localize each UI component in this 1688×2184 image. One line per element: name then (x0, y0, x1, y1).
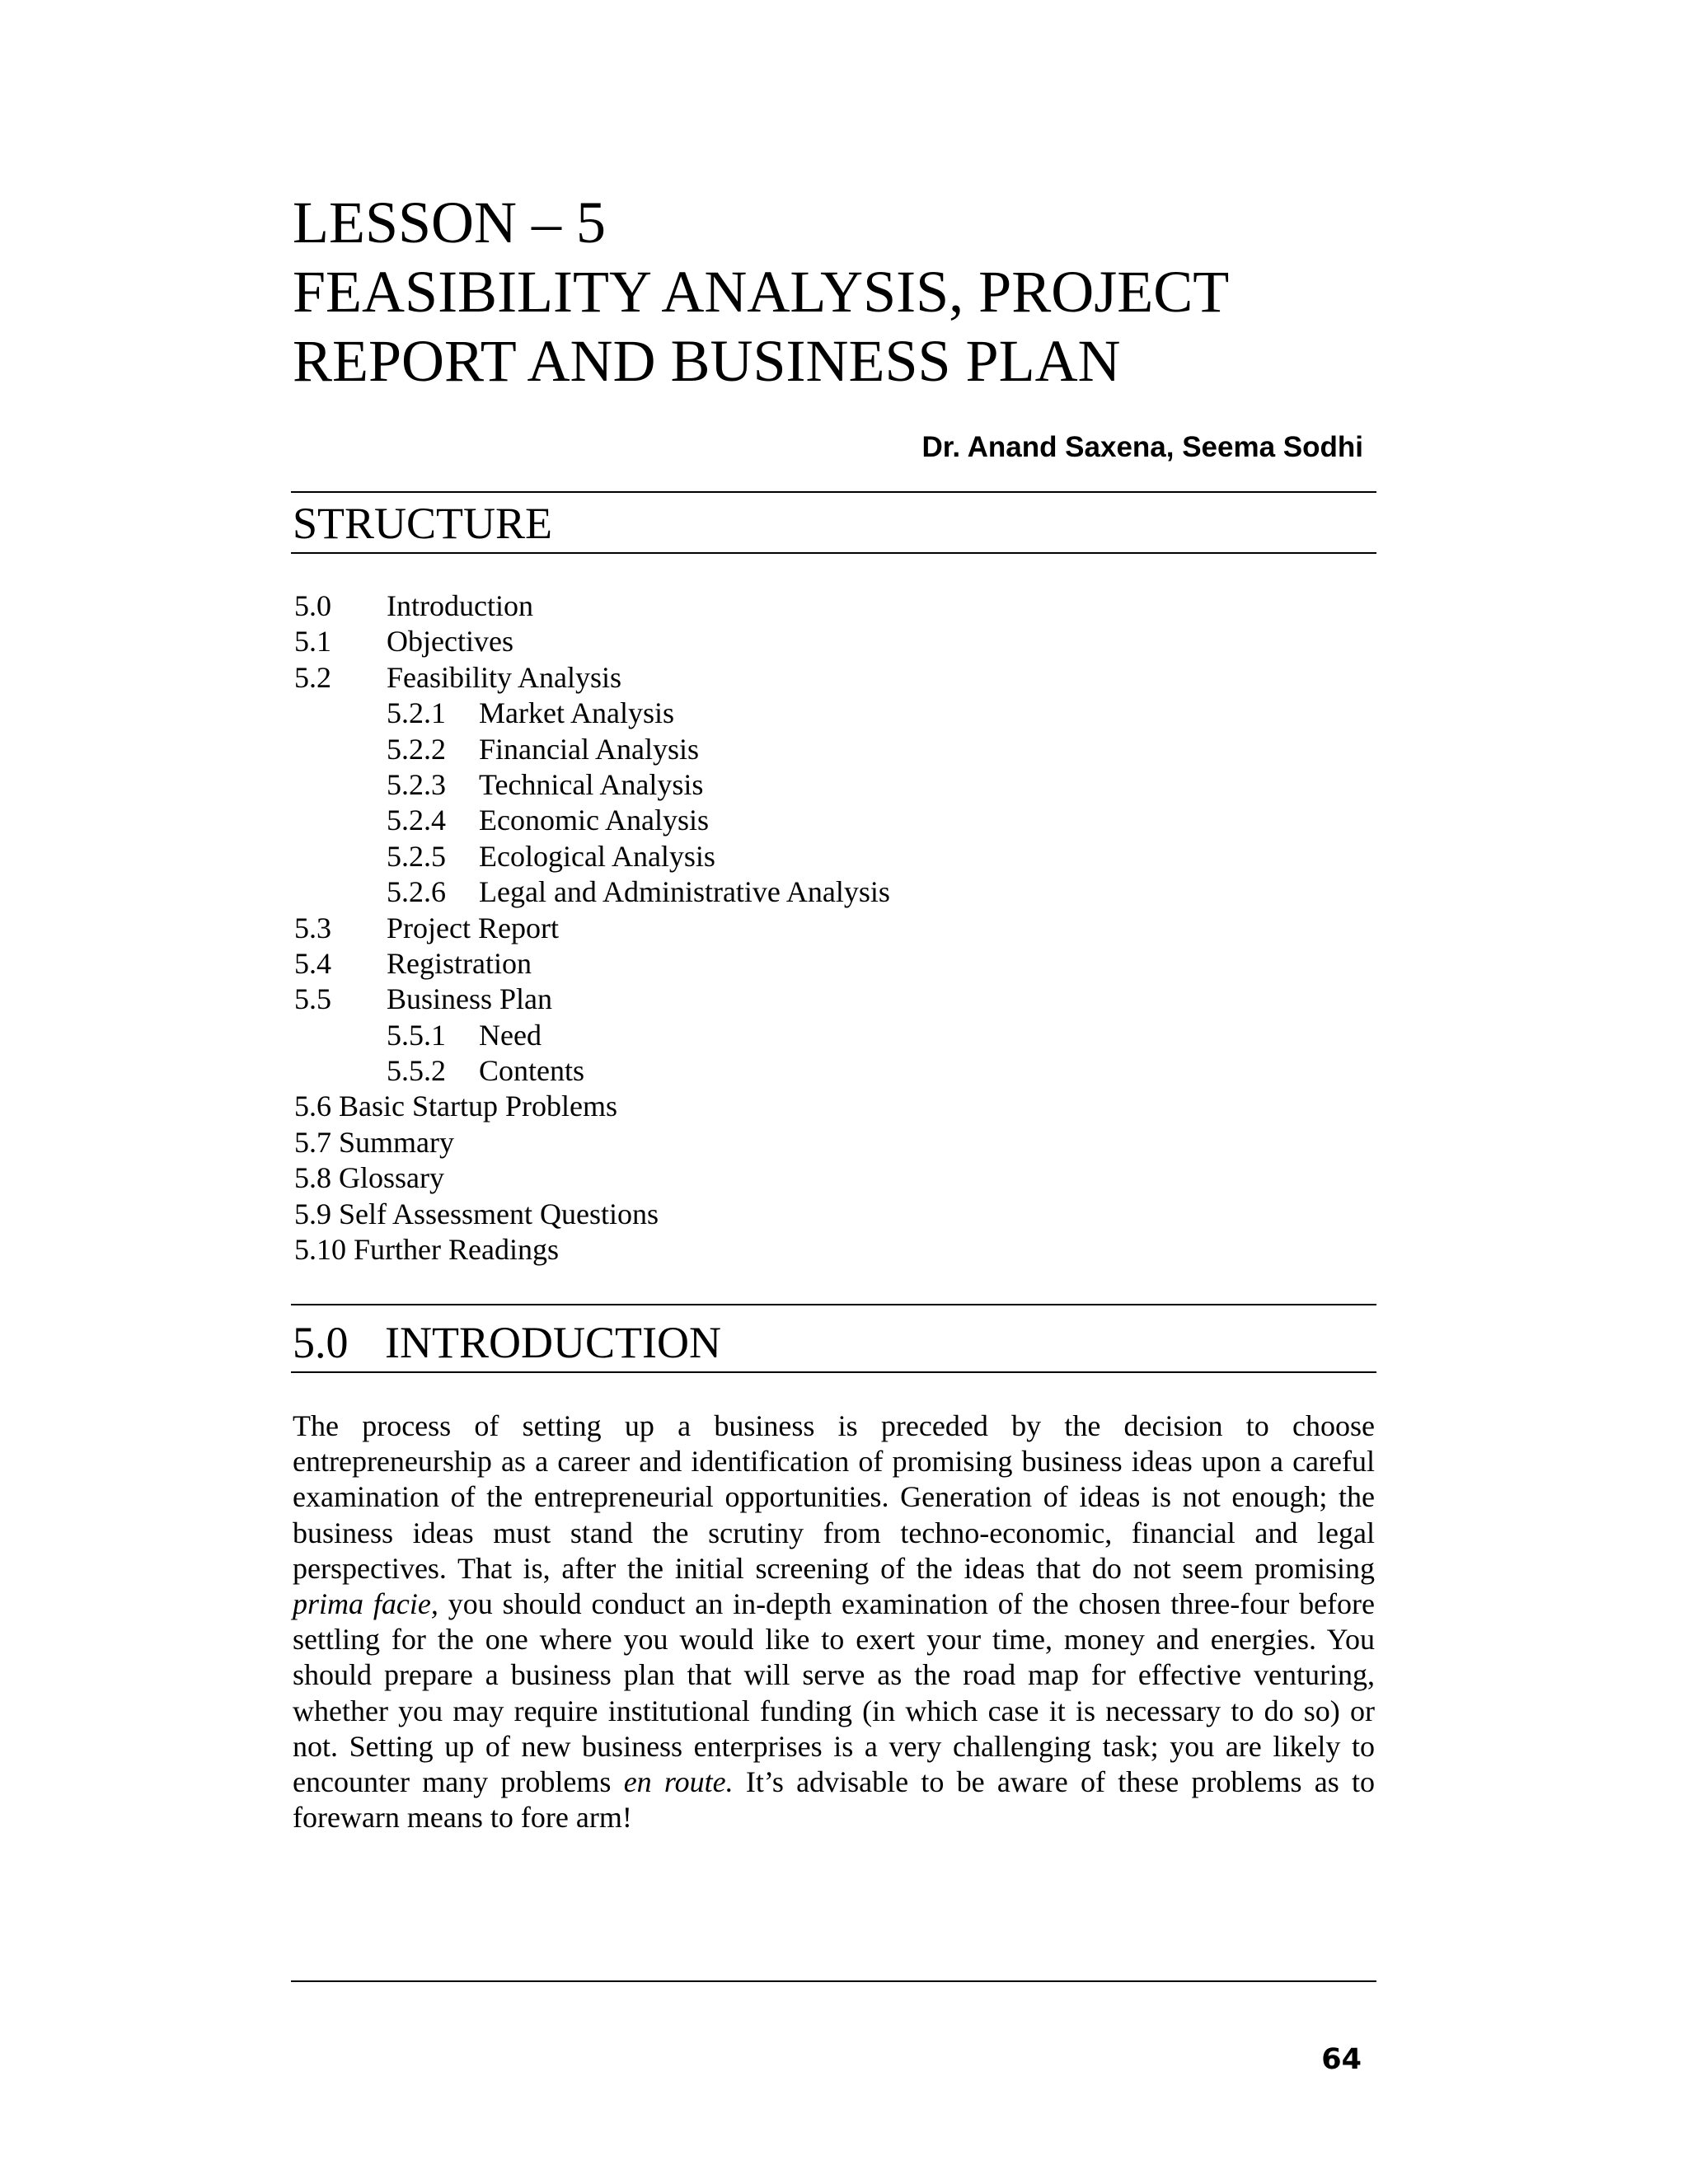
lesson-title-line-1: FEASIBILITY ANALYSIS, PROJECT (293, 259, 1230, 325)
toc-subitem (294, 1018, 1374, 1053)
toc-item-number: 5.5.1 (387, 1018, 446, 1052)
toc-item (294, 1089, 1374, 1124)
toc-item-number: 5.2 (294, 660, 331, 694)
introduction-text-2: you should conduct an in-depth examination of the chosen three-four before settling for the one where you would like to exert your time, money and energies. You should prepare a business plan that will serve as the road map for effective venturing, whether you may require institutional funding (in which case it is necessary to do so) or not. Setting up of new business enterprises is a very challenging task; you are likely to encounter many problems (293, 1587, 1375, 1799)
toc-item-label: Technical Analysis (479, 767, 704, 801)
toc-item-text: 5.7 Summary (294, 1125, 454, 1159)
toc-item (294, 1125, 1374, 1160)
toc-subitem (294, 874, 1374, 910)
toc-item-label: Market Analysis (479, 696, 674, 730)
introduction-bottom-rule (291, 1371, 1376, 1373)
toc-item-label: Feasibility Analysis (387, 660, 622, 694)
toc-item (294, 1232, 1374, 1268)
toc-item-number: 5.2.3 (387, 767, 446, 801)
lesson-title-line-2: REPORT AND BUSINESS PLAN (293, 328, 1121, 394)
toc-item-text: 5.6 Basic Startup Problems (294, 1090, 617, 1123)
introduction-text-1: The process of setting up a business is preceded by the decision to choose entrepreneurship as a career and identification of promising business ideas upon a careful examination of the entrepreneurial opportunities. Generation of ideas is not enough; the business ideas must stand the scrutiny from techno-economic, financial and legal perspectives. That is, after the initial screening of the ideas that do not seem promising (293, 1409, 1375, 1585)
toc-subitem (294, 1053, 1374, 1089)
toc-item (294, 946, 1374, 982)
toc-item-number: 5.0 (294, 589, 331, 622)
introduction-italic-prima-facie: prima facie, (293, 1587, 438, 1621)
toc-item-number: 5.5.2 (387, 1054, 446, 1088)
page-number: 64 (1321, 2043, 1362, 2076)
toc-item-label: Registration (387, 946, 532, 980)
toc-item (294, 911, 1374, 946)
toc-subitem (294, 696, 1374, 731)
introduction-paragraph (293, 1408, 1375, 1835)
toc-item-number: 5.5 (294, 982, 331, 1016)
table-of-contents (294, 588, 1374, 1268)
toc-item-label: Financial Analysis (479, 732, 699, 766)
toc-subitem (294, 732, 1374, 767)
lesson-title-block (293, 188, 1447, 396)
introduction-section-number: 5.0 (293, 1318, 349, 1367)
structure-bottom-rule (291, 552, 1376, 554)
toc-subitem (294, 803, 1374, 838)
toc-item-number: 5.2.2 (387, 732, 446, 766)
toc-item-label: Legal and Administrative Analysis (479, 875, 890, 909)
structure-heading: STRUCTURE (293, 499, 553, 548)
toc-subitem (294, 839, 1374, 874)
toc-item-label: Ecological Analysis (479, 839, 715, 873)
toc-item (294, 1197, 1374, 1232)
introduction-italic-en-route: en route. (623, 1765, 734, 1799)
toc-item-label: Introduction (387, 589, 533, 622)
toc-item-number: 5.3 (294, 911, 331, 944)
introduction-section-title: INTRODUCTION (385, 1318, 721, 1367)
toc-item-label: Need (479, 1018, 542, 1052)
toc-item (294, 588, 1374, 624)
toc-item-number: 5.2.6 (387, 875, 446, 909)
lesson-number: LESSON – 5 (293, 190, 607, 255)
toc-subitem (294, 767, 1374, 803)
toc-item-label: Business Plan (387, 982, 553, 1016)
toc-item (294, 624, 1374, 659)
toc-item-number: 5.2.4 (387, 804, 446, 837)
toc-item-text: 5.9 Self Assessment Questions (294, 1197, 659, 1230)
toc-item-label: Contents (479, 1054, 585, 1088)
toc-item-number: 5.4 (294, 946, 331, 980)
toc-item-number: 5.2.5 (387, 839, 446, 873)
author-names: Dr. Anand Saxena, Seema Sodhi (921, 431, 1363, 463)
toc-item-label: Project Report (387, 911, 559, 944)
toc-item-number: 5.1 (294, 625, 331, 658)
toc-item-text: 5.10 Further Readings (294, 1233, 559, 1267)
toc-item-text: 5.8 Glossary (294, 1161, 444, 1195)
toc-item (294, 1160, 1374, 1196)
introduction-top-rule (291, 1304, 1376, 1305)
introduction-heading (293, 1317, 721, 1368)
toc-item-label: Objectives (387, 625, 513, 658)
footer-rule (291, 1980, 1376, 1982)
introduction-text-3: It’s advisable to be aware of these problems as to forewarn means to fore arm! (293, 1765, 1376, 1835)
toc-item (294, 660, 1374, 696)
toc-item-number: 5.2.1 (387, 696, 446, 730)
toc-item-label: Economic Analysis (479, 804, 709, 837)
toc-item (294, 982, 1374, 1017)
structure-top-rule (291, 491, 1376, 493)
